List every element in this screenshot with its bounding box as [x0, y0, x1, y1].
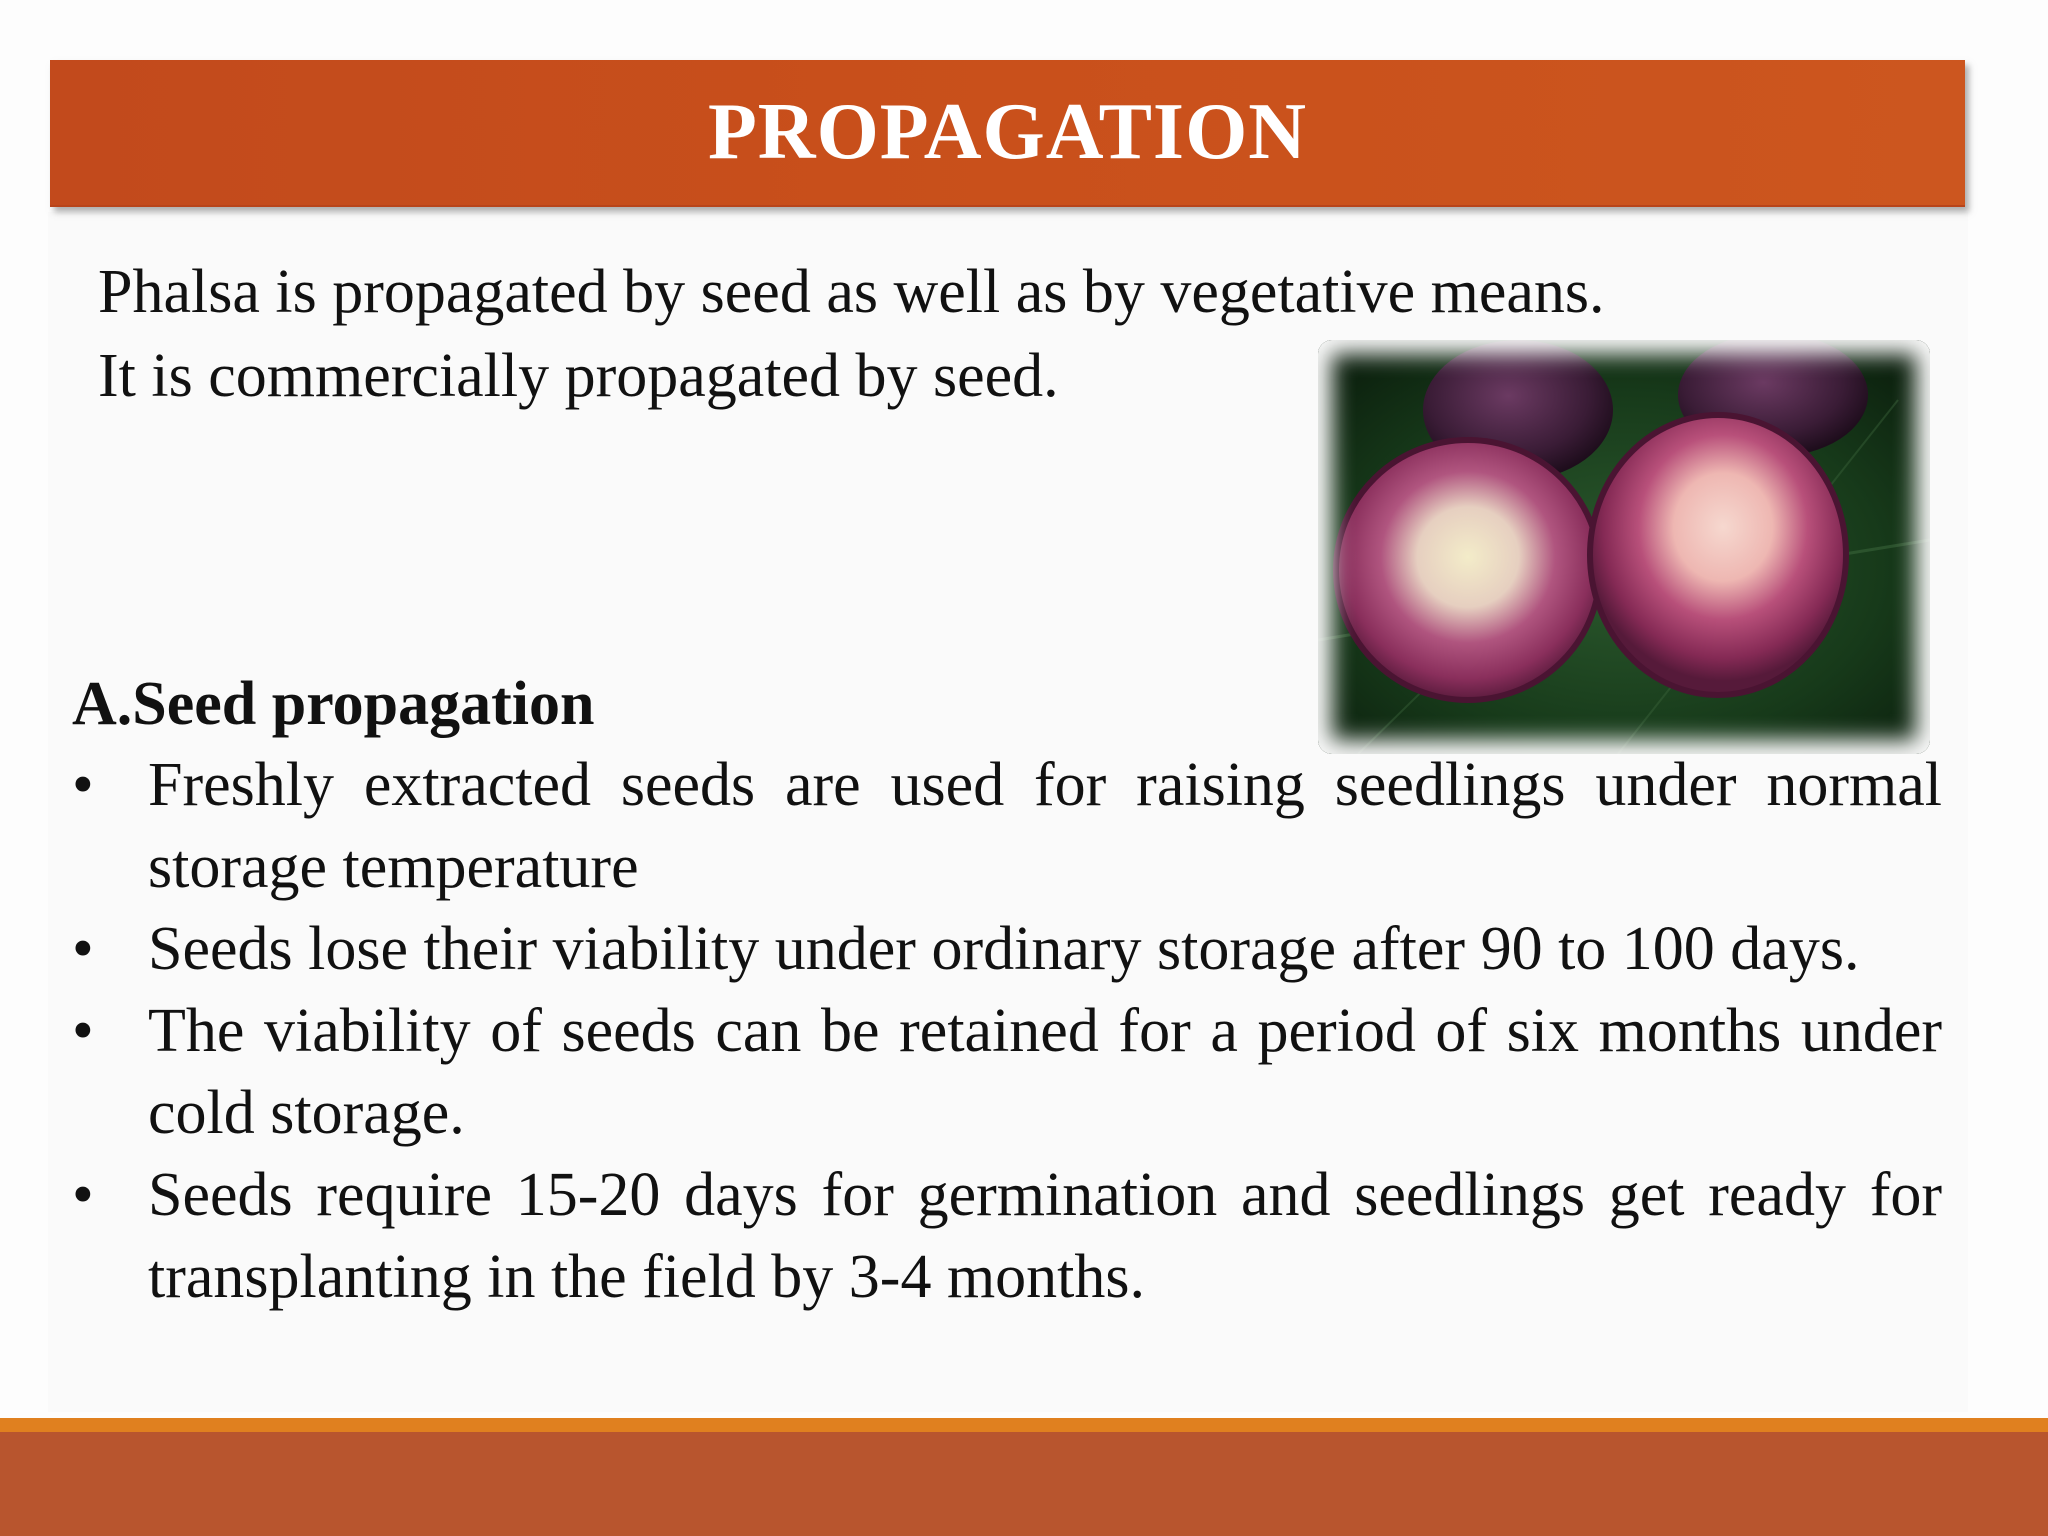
- footer-bar: [0, 1432, 2048, 1536]
- title-bar: [50, 60, 1965, 207]
- bullet-text: Freshly extracted seeds are used for raising seedlings under normal storage temperature: [148, 751, 1942, 901]
- bullet-icon: •: [72, 1161, 94, 1229]
- bullet-text: The viability of seeds can be retained for a period of six months under cold storage.: [148, 997, 1942, 1147]
- fruit-illustration: [1318, 340, 1930, 754]
- bullet-text: Seeds lose their viability under ordinary storage after 90 to 100 days.: [148, 915, 1860, 983]
- bullet-icon: •: [72, 915, 94, 983]
- bullet-icon: •: [72, 997, 94, 1065]
- footer-accent-line: [0, 1418, 2048, 1432]
- section-heading: A.Seed propagation: [72, 670, 595, 738]
- bullet-icon: •: [72, 751, 94, 819]
- slide-title: PROPAGATION: [707, 88, 1308, 176]
- list-item: [72, 908, 1942, 990]
- intro-line-1: Phalsa is propagated by seed as well as by vegetative means.: [98, 258, 1605, 326]
- list-item: [72, 1154, 1942, 1318]
- bullet-list: [72, 744, 1942, 1318]
- phalsa-fruit-photo: [1318, 340, 1930, 754]
- intro-line-2: It is commercially propagated by seed.: [98, 342, 1059, 410]
- bullet-text: Seeds require 15-20 days for germination and seedlings get ready for transplanting in the field by 3-4 months.: [148, 1161, 1942, 1311]
- list-item: [72, 744, 1942, 908]
- list-item: [72, 990, 1942, 1154]
